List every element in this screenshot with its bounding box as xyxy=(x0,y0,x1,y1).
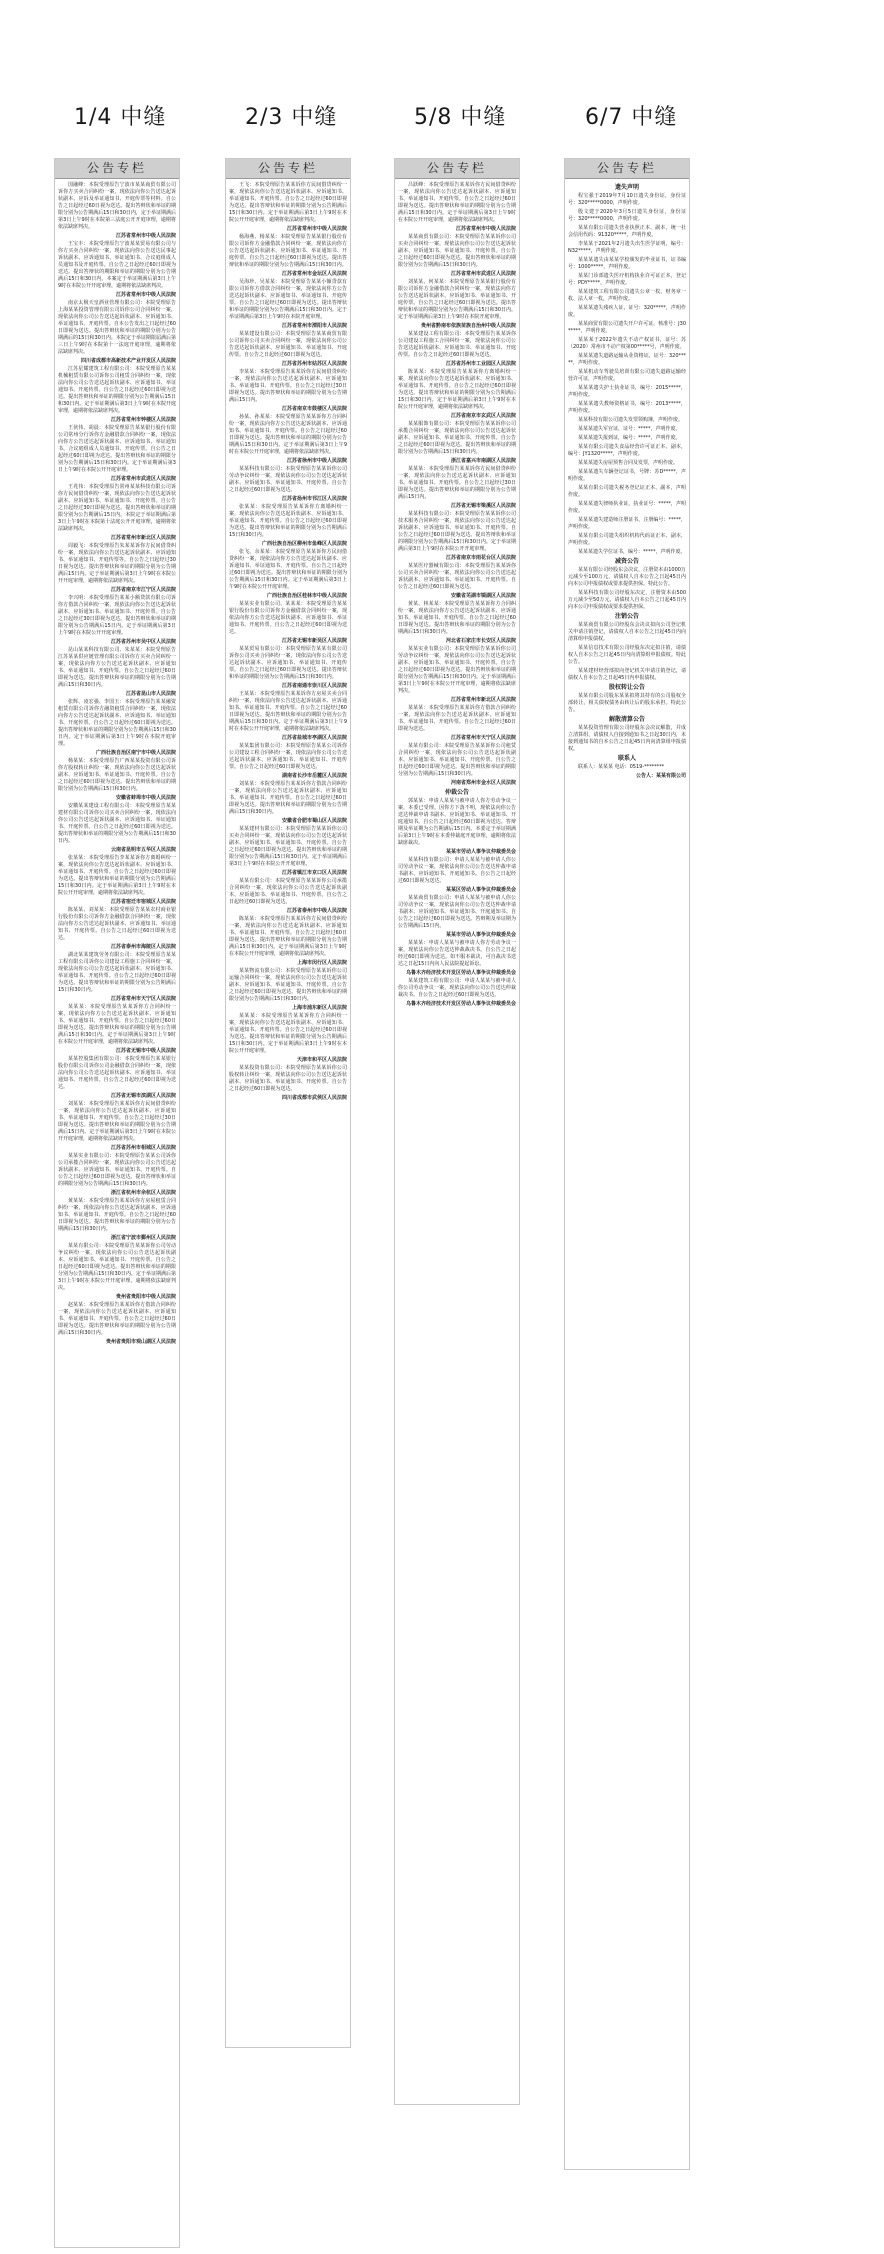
notice-paragraph: 某某某于2022年遗失不动产权证书，证号：苏（2020）常州市不动产权第00*****号，声明作废。 xyxy=(568,337,686,350)
notice-paragraph: 某某物流有限公司：本院受理原告某某诉你公司运输合同纠纷一案，现依法向你公司公告送达起诉状副本、应诉通知书、举证通知书、开庭传票。自公告之日起经过60日即视为送达。提出答辩状和举证的期限分别为公告期满后15日和30日内。 xyxy=(229,968,347,1002)
notice-issuer: 四川省成都市高新技术产业开发区人民法院 xyxy=(80,358,176,364)
notice-paragraph: 某某有限公司遗失营业执照正本、副本，统一社会信用代码：91320*****，声明作废。 xyxy=(568,225,686,238)
notice-issuer: 广西壮族自治区南宁市中级人民法院 xyxy=(95,750,176,756)
notice-column-1 xyxy=(54,158,180,2248)
notice-issuer: 江苏省常州市新北区人民法院 xyxy=(110,535,176,541)
notice-paragraph: 某某商贸有限公司遗失开户许可证，核准号：J30*****，声明作废。 xyxy=(568,321,686,334)
notice-issuer: 浙江省杭州市余杭区人民法院 xyxy=(110,1190,176,1196)
notice-issuer: 江苏省常州市中级人民法院 xyxy=(115,233,176,239)
notice-issuer: 江苏省常州市天宁区人民法院 xyxy=(450,735,516,741)
notice-issuer: 江苏省常州市金坛区人民法院 xyxy=(281,271,347,277)
column-title-1: 1/4 中缝 xyxy=(74,105,167,130)
notice-issuer: 江苏省镇江市京口区人民法院 xyxy=(281,870,347,876)
notice-paragraph: 某某有限公司：本院受理原告某某诉你公司租赁合同纠纷一案，现依法向你公司公告送达起诉状副本、应诉通知书、举证通知书、开庭传票。自公告之日起经过60日即视为送达。提出答辩状和举证的期限分别为公告期满后15日和30日内。 xyxy=(398,743,516,777)
notice-paragraph: 南京太极天皇酒业管理有限公司：本院受理原告上海某某投资管理有限公司诉你公司合同纠纷一案，现依法向你公司公告送达起诉状副本、应诉通知书、举证通知书、开庭传票。自本公告发出之日起经过60日即视为送达。提出答辩状和举证的期限分别为公告期满后的15日和30日内。本院定于举证期限届满后第三日上午9时在本院第十一法庭开庭审理，逾期将依法缺席判决。 xyxy=(58,300,176,355)
column-header: 公告专栏 xyxy=(395,159,519,179)
notice-paragraph: 某某贸易有限公司：本院受理原告某某有限公司诉你公司买卖合同纠纷一案，现依法向你公司公告送达起诉状副本、应诉通知书、举证通知书、开庭传票。自公告之日起经过60日即视为送达。提出答辩状和举证的期限分别为公告期满后15日和30日内。 xyxy=(229,646,347,680)
notice-paragraph: 某某某遗失军官证，证号：*****，声明作废。 xyxy=(578,426,681,432)
notice-paragraph: 某某某遗失教师资格证书，编号：2013*****，声明作废。 xyxy=(568,401,686,414)
notice-paragraph: 江苏星耀建筑工程有限公司：本院受理原告某某机械租赁有限公司诉你公司租赁合同纠纷一案，现依法向你公司公告送达起诉状副本、应诉通知书、举证通知书、开庭传票。自公告之日起经过60日即视为送达。提出答辩状和举证的期限分别为公告期满后15日和30日内。定于举证期满后第3日上午9时在本院开庭审理，逾期将依法缺席判决。 xyxy=(58,366,176,414)
notice-paragraph: 某某有限公司股东某某拟将其持有的公司股权全部转让，相关债权债务由转让后的股东承担。特此公告。 xyxy=(568,693,686,713)
notice-issuer: 江苏省无锡市滨湖区人民法院 xyxy=(110,1093,176,1099)
notice-issuer: 河北省石家庄市长安区人民法院 xyxy=(445,638,516,644)
notice-issuer: 上海市浦东新区人民法院 xyxy=(291,1005,347,1011)
notice-paragraph: 张某某：本院受理原告某某诉你方离婚纠纷一案，现依法向你公告送达起诉状副本、应诉通知书、举证通知书、开庭传票。自公告之日起经过60日即视为送达。提出答辩状和举证的期限分别为公告期满后15日和30日内。 xyxy=(229,504,347,538)
notice-issuer: 贵州省贵阳市观山湖区人民法院 xyxy=(105,1339,176,1345)
notice-paragraph: 某某某：本院受理原告某某诉你方民间借贷纠纷一案，现依法向你公告送达起诉状副本、应诉通知书、举证通知书、开庭传票。自公告之日起经过30日即视为送达。提出答辩状和举证的期限分别为公告期满后15日内。 xyxy=(398,466,516,500)
notice-paragraph: 某某商贸有限公司：申请人某某与被申请人你公司劳动争议一案，现依法向你公司公告送达仲裁申请书副本、应诉通知书、举证通知书、开庭通知书。自公告之日起经过60日即视为送达。答辩期及举证期为公告期满后15日内。 xyxy=(398,895,516,929)
notice-issuer: 某某市劳动人事争议仲裁委员会 xyxy=(445,932,516,938)
notice-issuer: 四川省成都市武侯区人民法院 xyxy=(281,1095,347,1101)
notice-paragraph: 某某科技有限公司经股东决定，注册资本由500万元减少至50万元，请债权人自本公告之日起45日内向本公司申报债权或要求提供担保。 xyxy=(568,590,686,610)
notice-issuer: 江苏省无锡市中级人民法院 xyxy=(115,1048,176,1054)
notice-paragraph: 某某某遗失护士执业证书，编号：2015*****，声明作废。 xyxy=(568,385,686,398)
section-heading: 联系人 xyxy=(617,755,636,762)
notice-paragraph: 陈某某、刘某某：本院受理原告某某农村商业银行股份有限公司诉你方金融借款合同纠纷一案，现依法向你方公告送达起诉状副本、应诉通知书、举证通知书、开庭传票。自公告之日起经过60日即视为送达。 xyxy=(58,907,176,941)
notice-paragraph: 国融峰：本院受理原告宁波市某某商贸有限公司诉你方买卖合同纠纷一案，现依法向你公告送达起诉状副本、应诉及举证通知书、开庭传票等材料。自公告之日起经过60日视为送达。提出答辩状和举证的期限分别为公告期满后15日和30日内，定于举证期满后第3日上午9时在本院第三法庭公开开庭审理，逾期将依法缺席判决。 xyxy=(58,182,176,230)
notice-paragraph: 王侠伟、胡晨：本院受理原告某某银行股份有限公司常州分行诉你方金融借款合同纠纷一案，现依法向你方公告送达起诉状副本、应诉通知书、举证通知书、合议庭组成人员通知书、开庭传票。自公告之日起经过60日即视为送达。提出答辩状和举证的期限分别为公告期满后15日和30日内。定于举证期满后第3日上午9时在本院公开开庭审理。 xyxy=(58,425,176,473)
notice-paragraph: 某某建材有限公司：本院受理原告某某诉你公司买卖合同纠纷一案，现依法向你公司公告送达起诉状副本、应诉通知书、举证通知书、开庭传票。自公告之日起经过60日即视为送达。提出答辩状和举证的期限分别为公告期满后15日和30日内。定于举证期满后第3日上午9时在本院公开开庭审理。 xyxy=(229,826,347,867)
notice-issuer: 湖南省长沙市岳麓区人民法院 xyxy=(281,773,347,779)
notice-paragraph: 某某有限公司经股东会决议，注册资本由1000万元减少至100万元，请债权人自本公告之日起45日内向本公司申报债权或要求提供担保。特此公告。 xyxy=(568,567,686,587)
column-title-2: 2/3 中缝 xyxy=(245,105,338,130)
notice-paragraph: 黄某、林某某：本院受理原告某某诉你方合同纠纷一案，现依法向你方公告送达起诉状副本、应诉通知书、举证通知书、开庭传票。自公告之日起经过60日即视为送达。提出答辩状和举证的期限分别为公告期满后15日和30日内。 xyxy=(398,601,516,635)
notice-paragraph: 某某某：本院受理原告某某诉你方借款合同纠纷一案，现依法向你公告送达起诉状副本、应诉通知书、举证通知书、开庭传票。自公告之日起经过60日即视为送达。 xyxy=(398,705,516,732)
notice-paragraph: 某某投资管理有限公司经股东会决议解散，并成立清算组，请债权人自接到通知书之日起30日内，未接到通知书的自本公告之日起45日内向清算组申报债权。 xyxy=(568,725,686,752)
notice-paragraph: 某某某：本院受理原告某某诉你方合同纠纷一案，现依法向你公告送达起诉状副本、应诉通知书、举证通知书、开庭传票。自公告之日起经过60日即视为送达。提出答辩状和举证的期限分别为公告期满后15日和30日内。定于举证期满后第3日上午9时在本院公开开庭审理。 xyxy=(229,1013,347,1054)
column-header: 公告专栏 xyxy=(226,159,350,179)
notice-issuer: 江苏省昆山市人民法院 xyxy=(125,691,176,697)
notice-paragraph: 某某有限公司：本院受理原告某某诉你公司承揽合同纠纷一案，现依法向你公司公告送达起诉状副本、应诉通知书、举证通知书、开庭传票。自公告之日起经过60日即视为送达。 xyxy=(229,878,347,905)
notice-paragraph: 黄某某：本院受理原告某某诉你方房屋租赁合同纠纷一案，现依法向你公告送达起诉状副本、应诉通知书、举证通知书、开庭传票。自公告之日起经过60日即视为送达。提出答辩状和举证的期限分别为公告期满后15日和30日内。 xyxy=(58,1198,176,1232)
notice-paragraph: 昆山某某科技有限公司、朱某某：本院受理原告江苏某某供应链管理有限公司诉你方买卖合同纠纷一案，现依法向你方公告送达起诉状副本、应诉通知书、举证通知书、开庭传票。自公告之日起经过60日即视为送达。提出答辩状和举证的期限分别为公告期满后15日和30日内。 xyxy=(58,647,176,688)
notice-issuer: 江苏省常州市武进区人民法院 xyxy=(110,476,176,482)
notice-issuer: 安徽省芜湖市镜湖区人民法院 xyxy=(450,593,516,599)
notice-paragraph: 张辉、凌宏强、李国玉：本院受理原告某某融资租赁有限公司诉你方融资租赁合同纠纷一案，现依法向你方公告送达起诉状副本、应诉通知书、举证通知书、开庭传票。自公告之日起经过60日即视为送达。提出答辩状和举证的期限分别为公告期满后15日和30日内。定于举证期满后第3日上午9时在本院开庭审理。 xyxy=(58,699,176,747)
notice-issuer: 浙江省宁波市鄞州区人民法院 xyxy=(110,1235,176,1241)
notice-paragraph: 王宝丰：本院受理原告宁波某某贸易有限公司与你方买卖合同纠纷一案，现依法向你公告送达民事起诉状副本、应诉通知书、举证通知书、合议庭组成人员通知书及开庭传票。自公告之日起经过60日即视为送达。提出答辩状的期限和举证的期限分别为公告期满后15日和30日内。本案定于举证期满后第3日上午9时在本院公开开庭审理，逾期将依法缺席判决。 xyxy=(58,241,176,289)
notice-body xyxy=(565,179,689,783)
notice-paragraph: 某某有限公司遗失组织机构代码证正本、副本，声明作废。 xyxy=(568,533,686,546)
notice-paragraph: 某某某遗失房屋预售合同及发票，声明作废。 xyxy=(578,460,679,466)
notice-paragraph: 某某某：本院受理原告某某诉你方合同纠纷一案，现依法向你方公告送达起诉状副本、应诉通知书、举证通知书、开庭传票。自公告之日起经过60日即视为送达。提出答辩状和举证的期限分别为公告期满后15日和30日内。定于举证期满后第3日上午9时在本院公开开庭审理，逾期将依法缺席判决。 xyxy=(58,1004,176,1045)
section-heading: 股权转让公告 xyxy=(608,684,645,691)
notice-paragraph: 某某实业有限公司：本院受理原告某某公司诉你公司承揽合同纠纷一案，现依法向你公司公告送达起诉状副本、应诉通知书、举证通知书、开庭传票。自公告之日起经过60日即视为送达。提出答辩状和举证的期限分别为公告期满后15日和30日内。 xyxy=(58,1153,176,1187)
notice-issuer: 江苏省南京市鼓楼区人民法院 xyxy=(281,406,347,412)
notice-issuer: 广西壮族自治区桂林市中级人民法院 xyxy=(266,593,347,599)
notice-paragraph: 李兴明：本院受理原告某某小额贷款有限公司诉你方借款合同纠纷一案，现依法向你公告送达起诉状副本、应诉通知书、举证通知书、开庭传票。自公告之日起经过30日即视为送达。提出答辩状和举证的期限分别为公告期满后15日内。定于举证期满后第3日上午9时在本院公开开庭审理。 xyxy=(58,595,176,636)
notice-paragraph: 湖北某某建筑劳务有限公司：本院受理原告某某工程有限公司诉你公司建设工程施工合同纠纷一案，现依法向你公司公告送达起诉状副本、应诉通知书、举证通知书、开庭传票。自公告之日起经过60日即视为送达。提出答辩状和举证的期限分别为公告期满后15日和30日内。 xyxy=(58,952,176,993)
notice-paragraph: 吕跃峰：本院受理原告某某诉你方民间借贷纠纷一案，现依法向你公告送达起诉状副本、应诉通知书、举证通知书、开庭传票。自公告之日起经过60日即视为送达。提出答辩状和举证的期限分别为公告期满后15日和30日内。定于举证期满后第3日上午9时在本院公开开庭审理，逾期将依法缺席判决。 xyxy=(398,182,516,223)
notice-paragraph: 某某建筑工程有限公司：申请人某某与被申请人你公司劳动争议一案，现依法向你公司公告送达仲裁裁决书。自公告之日起经过60日即视为送达。 xyxy=(398,978,516,998)
notice-paragraph: 周毅飞：本院受理原告朱某某诉你方民间借贷纠纷一案，现依法向你公告送达起诉状副本、应诉通知书、举证通知书、开庭传票等。自公告之日起经过30日视为送达。提出答辩状和举证的期限分别为公告期满后15日内。定于举证期满后第3日上午9时在本院公开开庭审理，逾期将依法缺席判决。 xyxy=(58,543,176,584)
notice-paragraph: 某某有限公司遗失税务登记证正本、副本，声明作废。 xyxy=(568,485,686,498)
notice-paragraph: 安徽某某建设工程有限公司：本院受理原告某某建材有限公司诉你公司买卖合同纠纷一案，现依法向你公司公告送达起诉状副本、应诉通知书、举证通知书、开庭传票。自公告之日起经过60日即视为送达。提出答辩状和举证的期限分别为公告期满后15日和30日内。 xyxy=(58,803,176,844)
notice-paragraph: 某某科技有限公司：本院受理原告某某诉你公司技术服务合同纠纷一案，现依法向你公司公告送达起诉状副本、应诉通知书、举证通知书、开庭传票。自公告之日起经过60日即视为送达。提出答辩状和举证的期限分别为公告期满后15日和30日内。定于举证期满后第3日上午9时在本院公开开庭审理。 xyxy=(398,511,516,552)
column-title-3: 5/8 中缝 xyxy=(414,105,507,130)
notice-paragraph: 某某某遗失残疾人证，证号：320*****，声明作废。 xyxy=(568,305,686,318)
notice-paragraph: 某某服饰有限公司：本院受理原告某某诉你公司承揽合同纠纷一案，现依法向你公司公告送达起诉状副本、应诉通知书、举证通知书、开庭传票。自公告之日起经过60日即视为送达。提出答辩状和举证的期限分别为公告期满后15日和30日内。 xyxy=(398,421,516,455)
notice-paragraph: 某某控股集团有限公司：本院受理原告某某银行股份有限公司诉你公司金融借款合同纠纷一案，现依法向你公司公告送达起诉状副本、应诉通知书、举证通知书、开庭传票。自公告之日起经过60日即视为送达。 xyxy=(58,1056,176,1090)
notice-issuer: 贵州省黔南布依族苗族自治州中级人民法院 xyxy=(420,323,516,329)
notice-issuer: 云南省昆明市五华区人民法院 xyxy=(110,847,176,853)
notice-paragraph: 刘某某：本院受理原告某某诉你方借款合同纠纷一案，现依法向你公告送达起诉状副本、应诉通知书、举证通知书、开庭传票。自公告之日起经过60日即视为送达。提出答辩状和举证的期限分别为公告期满后15日和30日内。 xyxy=(229,781,347,815)
notice-issuer: 江苏省泰州市中级人民法院 xyxy=(286,908,347,914)
notice-issuer: 浙江省嘉兴市南湖区人民法院 xyxy=(450,458,516,464)
notice-paragraph: 某某科技有限公司遗失发票领购簿，声明作废。 xyxy=(578,417,684,423)
notice-issuer: 河南省郑州市金水区人民法院 xyxy=(450,780,516,786)
notice-paragraph: 某某投资有限公司：本院受理原告某某诉你公司股权转让纠纷一案，现依法向你公司公告送达起诉状副本、应诉通知书、举证通知书、开庭传票。自公告之日起经过60日即视为送达。 xyxy=(229,1065,347,1092)
notice-paragraph: 赵某某：本院受理原告某某诉你方借款合同纠纷一案，现依法向你公告送达起诉状副本、应诉通知书、举证通知书、开庭传票。自公告之日起经过60日即视为送达。提出答辩状和举证的期限分别为公告期满后15日和30日内。 xyxy=(58,1302,176,1336)
notice-issuer: 江苏省苏州市吴中区人民法院 xyxy=(110,639,176,645)
notice-paragraph: 王飞：本院受理原告某某诉你方民间借贷纠纷一案，现依法向你公告送达起诉状副本、应诉通知书、举证通知书、开庭传票。自公告之日起经过60日即视为送达。提出答辩状和举证的期限分别为公告期满后15日和30日内。定于举证期满后第3日上午9时在本院公开开庭审理，逾期将依法缺席判决。 xyxy=(229,182,347,223)
notice-paragraph: 陈某某：本院受理原告某某诉你方离婚纠纷一案，现依法向你公告送达起诉状副本、应诉通知书、举证通知书、开庭传票。自公告之日起经过60日即视为送达。提出答辩状和举证的期限分别为公告期满后15日和30日内。定于举证期满后第3日上午9时在本院公开开庭审理，逾期将依法缺席判决。 xyxy=(398,369,516,410)
notice-issuer: 江苏省常州市中级人民法院 xyxy=(455,226,516,232)
notice-issuer: 江苏省苏州市工业园区人民法院 xyxy=(445,361,516,367)
notice-issuer: 江苏省无锡市梁溪区人民法院 xyxy=(450,503,516,509)
notice-issuer: 江苏省泰州市海陵区人民法院 xyxy=(110,944,176,950)
notice-paragraph: 刘某某：本院受理原告某某诉你方民间借贷纠纷一案，现依法向你公告送达起诉状副本、应诉通知书、举证通知书、开庭传票。自公告之日起经过30日即视为送达。提出答辩状和举证的期限分别为公告期满后15日内。定于举证期满后第3日上午9时在本院公开开庭审理，逾期将依法缺席判决。 xyxy=(58,1101,176,1142)
notice-paragraph: 某某集团有限公司：本院受理原告某某公司诉你公司建设工程合同纠纷一案，现依法向你公司公告送达起诉状副本、应诉通知书、举证通知书、开庭传票。自公告之日起经过60日即视为送达。 xyxy=(229,743,347,770)
notice-paragraph: 某某某遗失建造师注册证书，注册编号：*****，声明作废。 xyxy=(568,517,686,530)
notice-paragraph: 某某建材经营部拟向登记机关申请注销登记，请债权人自本公告之日起45日内申报债权。 xyxy=(568,668,686,681)
notice-issuer: 江苏省无锡市新吴区人民法院 xyxy=(281,638,347,644)
notice-paragraph: 联系人：某某某 电话：0519-******** xyxy=(578,764,665,770)
section-heading: 注销公告 xyxy=(614,613,639,620)
notice-issuer: 广西壮族自治区柳州市鱼峰区人民法院 xyxy=(261,541,347,547)
notice-issuer: 安徽省合肥市蜀山区人民法院 xyxy=(281,818,347,824)
notice-paragraph: 某某某：申请人某某与被申请人你方劳动争议一案，现依法向你公告送达仲裁裁决书。自公告之日起经过60日即视为送达。如不服本裁决，可自裁决书送达之日起15日内向人民法院提起诉讼。 xyxy=(398,940,516,967)
notice-issuer: 乌鲁木齐经济技术开发区劳动人事争议仲裁委员会 xyxy=(405,1001,516,1007)
notice-issuer: 某某区劳动人事争议仲裁委员会 xyxy=(445,887,516,893)
notice-paragraph: 某某医疗器械有限公司：本院受理原告某某诉你公司买卖合同纠纷一案，现依法向你公司公告送达起诉状副本、应诉通知书、举证通知书、开庭传票。自公告之日起经过60日即视为送达。 xyxy=(398,563,516,590)
notice-issuer: 江苏省常州市溧阳市人民法院 xyxy=(281,323,347,329)
notice-paragraph: 郭某某：申请人某某与被申请人你方劳动争议一案，本委已受理。因你方下落不明，现依法向你公告送达仲裁申请书副本、应诉通知书、举证通知书、开庭通知书。自公告之日起经过60日即视为送达。答辩期及举证期为公告期满后15日内。本委定于举证期满后第3日上午9时在本委仲裁庭开庭审理，逾期将依法缺席裁决。 xyxy=(398,798,516,846)
column-title-4: 6/7 中缝 xyxy=(585,105,678,130)
notice-paragraph: 杨某某：本院受理原告广西某某投资有限公司诉你方股权转让纠纷一案，现依法向你公告送达起诉状副本、应诉通知书、举证通知书、开庭传票。自公告之日起经过60日即视为送达。提出答辩状和举证的期限分别为公告期满后15日和30日内。 xyxy=(58,758,176,792)
column-header: 公告专栏 xyxy=(565,159,689,179)
notice-issuer: 江苏省徐州市中级人民法院 xyxy=(286,458,347,464)
section-heading: 减资公告 xyxy=(614,558,639,565)
notice-issuer: 某某市劳动人事争议仲裁委员会 xyxy=(445,849,516,855)
notice-paragraph: 某某商贸有限公司经股东会决议拟向公司登记机关申请注销登记，请债权人自本公告之日起45日内向清算组申报债权。 xyxy=(568,622,686,642)
notice-paragraph: 某某实业有限公司、某某某：本院受理原告某某银行股份有限公司诉你方金融借款合同纠纷一案，现依法向你方公告送达起诉状副本、应诉通知书、举证通知书、开庭传票。自公告之日起经过60日即视为送达。 xyxy=(229,601,347,635)
notice-issuer: 贵州省贵阳市中级人民法院 xyxy=(115,1294,176,1300)
notice-issuer: 江苏省盐城市亭湖区人民法院 xyxy=(281,735,347,741)
notice-paragraph: 某某科技有限公司：申请人某某与被申请人你公司劳动争议一案，现依法向你公司公告送达仲裁申请书副本、应诉通知书、开庭通知书。自公告之日起经过60日即视为送达。 xyxy=(398,857,516,884)
notice-paragraph: 某某建筑工程有限公司遗失公章一枚、财务章一枚、法人章一枚，声明作废。 xyxy=(568,289,686,302)
notice-paragraph: 某某机动车驾驶员培训有限公司遗失道路运输经营许可证，声明作废。 xyxy=(568,369,686,382)
notice-issuer: 江苏省常州市中级人民法院 xyxy=(115,292,176,298)
notice-paragraph: 杨海燕、杨某某：本院受理原告某某银行股份有限公司诉你方金融借款合同纠纷一案，现依法向你方公告送达起诉状副本、应诉通知书、举证通知书、开庭传票。自公告之日起经过60日即视为送达。提出答辩状和举证的期限分别为公告期满后15日和30日内。 xyxy=(229,234,347,268)
notice-issuer: 江苏省常州市中级人民法院 xyxy=(286,226,347,232)
notice-paragraph: 某某某遗失由某某学校颁发的毕业证书，证书编号：1000*****，声明作废。 xyxy=(568,257,686,270)
notice-paragraph: 某某建设工程有限公司：本院受理原告某某诉你公司建设工程施工合同纠纷一案，现依法向你公司公告送达起诉状副本、应诉通知书、举证通知书、开庭传票。自公告之日起经过60日即视为送达。 xyxy=(398,331,516,358)
section-heading: 遗失声明 xyxy=(614,184,639,191)
notice-body xyxy=(226,179,350,1105)
notice-paragraph: 程宝强于2019年7月10日遗失身份证，身份证号：320*****0000，声明作废。 xyxy=(568,193,686,206)
notice-paragraph: 某某建设有限公司：本院受理原告某某商贸有限公司诉你公司买卖合同纠纷一案，现依法向你公司公告送达起诉状副本、应诉通知书、举证通知书、开庭传票。自公告之日起经过60日即视为送达。 xyxy=(229,331,347,358)
notice-paragraph: 殷文建于2020年3月5日遗失身份证，身份证号：320*****0000，声明作废。 xyxy=(568,209,686,222)
notice-issuer: 江苏省南京市江宁区人民法院 xyxy=(110,587,176,593)
notice-paragraph: 王兆伟：本院受理原告常州某某科技有限公司诉你方民间借贷纠纷一案，现依法向你公告送达起诉状副本、应诉通知书、举证通知书、开庭传票。自公告之日起经过30日即视为送达。提出答辩状和举证的期限分别为公告期满后15日内。本院定于举证期满后第3日上午9时在本院第十法庭公开开庭审理，逾期将依法缺席判决。 xyxy=(58,484,176,532)
notice-issuer: 公告人：某某有限公司 xyxy=(635,773,686,779)
notice-body xyxy=(55,179,179,1349)
notice-paragraph: 王某某：本院受理原告某某诉你方房屋买卖合同纠纷一案，现依法向你公告送达起诉状副本、应诉通知书、举证通知书、开庭传票。自公告之日起经过60日即视为送达。提出答辩状和举证的期限分别为公告期满后15日和30日内。定于举证期满后第3日上午9时在本院公开开庭审理，逾期将依法缺席判决。 xyxy=(229,691,347,732)
notice-paragraph: 某某科技有限公司：本院受理原告某某诉你公司劳动争议纠纷一案，现依法向你公司公告送达起诉状副本、应诉通知书、举证通知书、开庭传票。自公告之日起经过60日即视为送达。 xyxy=(229,466,347,493)
notice-issuer: 安徽省蚌埠市中级人民法院 xyxy=(115,795,176,801)
notice-column-3 xyxy=(394,158,520,2105)
notice-issuer: 江苏省宿迁市宿城区人民法院 xyxy=(110,899,176,905)
notice-issuer: 江苏省常州市新北区人民法院 xyxy=(450,697,516,703)
column-header: 公告专栏 xyxy=(55,159,179,179)
notice-issuer: 江苏省常州市武进区人民法院 xyxy=(450,271,516,277)
notice-paragraph: 陈某某：本院受理原告某某诉你方民间借贷纠纷一案，现依法向你公告送达起诉状副本、应诉通知书、举证通知书、开庭传票。自公告之日起经过60日即视为送达。提出答辩状和举证的期限分别为公告期满后15日和30日内。定于举证期满后第3日上午9时在本院公开开庭审理，逾期将依法缺席判决。 xyxy=(229,916,347,957)
notice-issuer: 乌鲁木齐经济技术开发区劳动人事争议仲裁委员会 xyxy=(405,970,516,976)
notice-paragraph: 某某某遗失学位证书，编号：*****，声明作废。 xyxy=(578,549,686,555)
notice-paragraph: 孙某、孙某某：本院受理原告某某诉你方合同纠纷一案，现依法向你方公告送达起诉状副本、应诉通知书、举证通知书、开庭传票。自公告之日起经过60日即视为送达。提出答辩状和举证的期限分别为公告期满后15日和30日内。定于举证期满后第3日上午9时在本院公开开庭审理，逾期将依法缺席判决。 xyxy=(229,414,347,455)
section-heading: 解散清算公告 xyxy=(608,716,645,723)
notice-paragraph: 某某某遗失道路运输从业资格证，证号：320*****，声明作废。 xyxy=(568,353,686,366)
notice-body xyxy=(395,179,519,1011)
notice-issuer: 江苏省扬州市邗江区人民法院 xyxy=(281,496,347,502)
notice-paragraph: 某某信息技术有限公司经股东决定拟注销，请债权人自本公告之日起45日内向清算组申报债权。特此公告。 xyxy=(568,645,686,665)
notice-issuer: 江苏省常州市钟楼区人民法院 xyxy=(110,417,176,423)
notice-paragraph: 某某实业有限公司：本院受理原告某某诉你公司劳动争议纠纷一案，现依法向你公司公告送达起诉状副本、应诉通知书、举证通知书、开庭传票。自公告之日起经过60日即视为送达。提出答辩状和举证的期限分别为公告期满后15日和30日内。定于举证期满后第3日上午9时在本院公开开庭审理，逾期将依法缺席判决。 xyxy=(398,646,516,694)
notice-issuer: 天津市和平区人民法院 xyxy=(296,1057,347,1063)
notice-issuer: 江苏省苏州市相城区人民法院 xyxy=(110,1145,176,1151)
notice-paragraph: 李某某：本院受理原告某某诉你方民间借贷纠纷一案，现依法向你公告送达起诉状副本、应诉通知书、举证通知书、开庭传票。自公告之日起经过30日即视为送达。提出答辩状和举证的期限分别为公告期满后15日内。 xyxy=(229,369,347,403)
notice-paragraph: 刘某某、何某某：本院受理原告某某银行股份有限公司诉你方金融借款合同纠纷一案，现依法向你方公告送达起诉状副本、应诉通知书、举证通知书、开庭传票。自公告之日起经过60日即视为送达。提出答辩状和举证的期限分别为公告期满后15日和30日内。定于举证期满后第3日上午9时在本院开庭审理。 xyxy=(398,279,516,320)
section-heading: 仲裁公告 xyxy=(444,789,469,796)
notice-issuer: 江苏省南京市雨花台区人民法院 xyxy=(445,555,516,561)
notice-paragraph: 某某门诊部遗失医疗机构执业许可证正本，登记号：PDY*****，声明作废。 xyxy=(568,273,686,286)
notice-paragraph: 李某某于2021年2月遗失出生医学证明，编号：N32*****，声明作废。 xyxy=(568,241,686,254)
notice-paragraph: 吴海珍、吴某某：本院受理原告某某小额贷款有限公司诉你方借款合同纠纷一案，现依法向你方公告送达起诉状副本、应诉通知书、举证通知书、开庭传票。自公告之日起经过60日即视为送达。提出答辩状和举证的期限分别为公告期满后15日和30日内。定于举证期满后第3日上午9时在本院开庭审理。 xyxy=(229,279,347,320)
notice-paragraph: 某某某遗失车辆登记证书，号牌：苏D*****，声明作废。 xyxy=(568,469,686,482)
notice-issuer: 江苏省南京市玄武区人民法院 xyxy=(450,413,516,419)
notice-issuer: 江苏省常州市天宁区人民法院 xyxy=(110,996,176,1002)
notice-paragraph: 某某有限公司遗失食品经营许可证正本、副本，编号：JY1320*****，声明作废。 xyxy=(568,444,686,457)
notice-column-2 xyxy=(225,158,351,2048)
notice-paragraph: 张飞、余某某：本院受理原告某某诉你方民间借贷纠纷一案，现依法向你方公告送达起诉状副本、应诉通知书、举证通知书、开庭传票。自公告之日起经过60日即视为送达。提出答辩状和举证的期限分别为公告期满后15日和30日内。定于举证期满后第3日上午9时在本院公开开庭审理。 xyxy=(229,549,347,590)
notice-column-4 xyxy=(564,158,690,2170)
notice-paragraph: 某某某遗失律师执业证，执业证号：*****，声明作废。 xyxy=(568,501,686,514)
notice-paragraph: 张某某：本院受理原告李某某诉你方离婚纠纷一案，现依法向你公告送达起诉状副本、应诉通知书、举证通知书、开庭传票。自公告之日起经过60日即视为送达。提出答辩状和举证的期限分别为公告期满后15日和30日内。定于举证期满后第3日上午9时在本院公开开庭审理，逾期将依法缺席判决。 xyxy=(58,855,176,896)
notice-issuer: 江苏省南通市崇川区人民法院 xyxy=(281,683,347,689)
notice-issuer: 江苏省苏州市姑苏区人民法院 xyxy=(281,361,347,367)
notice-paragraph: 某某商贸有限公司：本院受理原告某某诉你公司买卖合同纠纷一案，现依法向你公司公告送达起诉状副本、应诉通知书、举证通知书、开庭传票。自公告之日起经过60日即视为送达。提出答辩状和举证的期限分别为公告期满后15日和30日内。 xyxy=(398,234,516,268)
notice-issuer: 上海市闵行区人民法院 xyxy=(296,960,347,966)
notice-paragraph: 某某有限公司：本院受理原告某某诉你公司劳动争议纠纷一案，现依法向你公司公告送达起诉状副本、应诉通知书、举证通知书、开庭传票。自公告之日起经过60日即视为送达。提出答辩状和举证的期限分别为公告期满后15日和30日内。定于举证期满后第3日上午9时在本院公开开庭审理，逾期将依法缺席判决。 xyxy=(58,1243,176,1291)
notice-paragraph: 某某某遗失报到证，编号：*****，声明作废。 xyxy=(578,435,681,441)
